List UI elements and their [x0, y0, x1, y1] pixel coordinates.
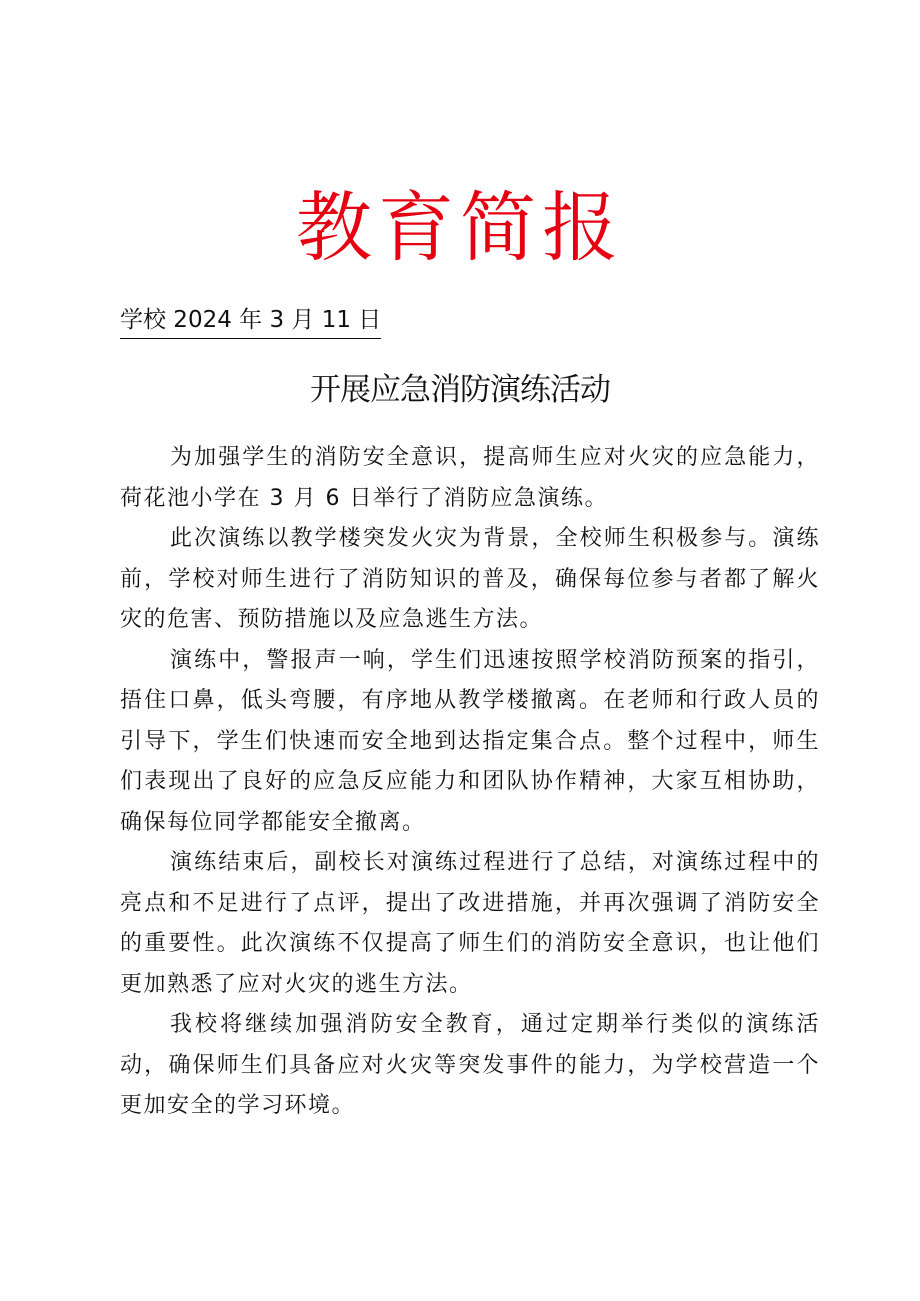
article-paragraph: 此次演练以教学楼突发火灾为背景，全校师生积极参与。演练前，学校对师生进行了消防知识的普及，确保每位参与者都了解火灾的危害、预防措施以及应急逃生方法。 [120, 526, 820, 632]
article-paragraph: 我校将继续加强消防安全教育，通过定期举行类似的演练活动，确保师生们具备应对火灾等突发事件的能力，为学校营造一个更加安全的学习环境。 [120, 1012, 820, 1118]
article-paragraph: 演练结束后，副校长对演练过程进行了总结，对演练过程中的亮点和不足进行了点评，提出了改进措施，并再次强调了消防安全的重要性。此次演练不仅提高了师生们的消防安全意识，也让他们更加熟悉了应对火灾的逃生方法。 [120, 850, 820, 997]
dateline: 学校 2024 年 3 月 11 日 [120, 303, 381, 339]
article-body [120, 438, 820, 1127]
article-headline: 开展应急消防演练活动 [310, 372, 610, 408]
article-paragraph: 演练中，警报声一响，学生们迅速按照学校消防预案的指引，捂住口鼻，低头弯腰，有序地从教学楼撤离。在老师和行政人员的引导下，学生们快速而安全地到达指定集合点。整个过程中，师生们表现出了良好的应急反应能力和团队协作精神，大家互相协助，确保每位同学都能安全撤离。 [120, 647, 820, 835]
masthead-title: 教育简报 [296, 183, 624, 272]
article-paragraph: 为加强学生的消防安全意识，提高师生应对火灾的应急能力，荷花池小学在 3 月 6 日举行了消防应急演练。 [120, 445, 820, 511]
